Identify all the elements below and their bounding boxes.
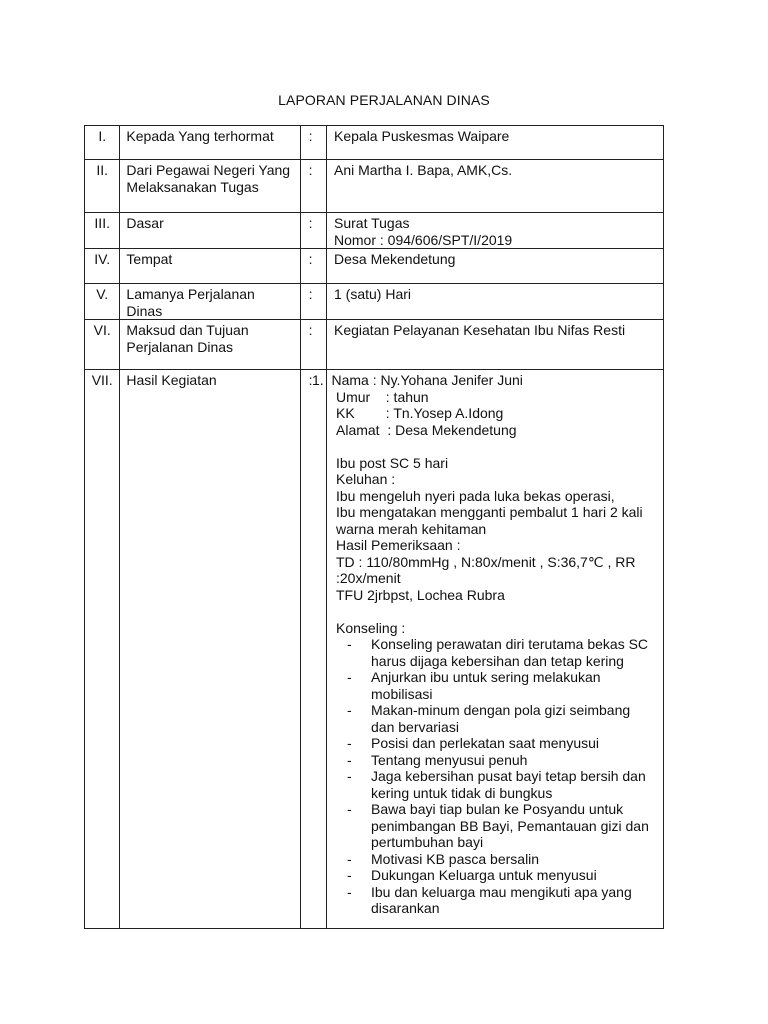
list-item: - Dukungan Keluarga untuk menyusui <box>347 867 597 883</box>
hasil-kegiatan <box>312 370 664 929</box>
counseling-label: Konseling : <box>336 619 406 636</box>
exam-line: TD : 110/80mmHg , N:80x/menit , S:36,7℃ , RR <box>336 553 636 570</box>
row-colon: : <box>300 370 326 929</box>
value-line: Desa Mekendetung <box>334 251 456 267</box>
row-colon: : <box>300 160 326 213</box>
patient-address: Alamat : Desa Mekendetung <box>336 421 517 438</box>
exam-line: TFU 2jrbpst, Lochea Rubra <box>336 586 505 603</box>
list-item: - Tentang menyusui penuh <box>347 751 528 768</box>
document-title: LAPORAN PERJALANAN DINAS <box>278 92 490 108</box>
table-row <box>85 249 664 284</box>
hasil-details <box>334 389 657 917</box>
row-colon: : <box>300 249 326 284</box>
row-label: Dasar <box>120 213 300 249</box>
patient-name: Nama : Ny.Yohana Jenifer Juni <box>331 372 523 388</box>
value-line: Kepala Puskesmas Waipare <box>334 128 510 144</box>
exam-label: Hasil Pemeriksaan : <box>336 537 461 553</box>
row-label: Kepada Yang terhormat <box>120 126 300 160</box>
list-item: - Makan-minum dengan pola gizi seimbang dan bervariasi <box>347 702 631 735</box>
exam-line: :20x/menit <box>336 570 401 586</box>
row-label: Maksud dan Tujuan Perjalanan Dinas <box>120 320 300 370</box>
row-value <box>327 160 664 213</box>
row-value <box>327 213 664 249</box>
row-colon: : <box>300 284 326 320</box>
list-item: - Jaga kebersihan pusat bayi tetap bersih dan kering untuk tidak di bungkus <box>347 768 646 801</box>
table-row <box>85 284 664 320</box>
row-number: II. <box>85 160 120 213</box>
row-number: VI. <box>85 320 120 370</box>
table-row <box>85 320 664 370</box>
row-value <box>327 249 664 284</box>
value-line: Surat Tugas <box>334 215 410 231</box>
list-item: - Ibu dan keluarga mau mengikuti apa yang disarankan <box>347 883 632 916</box>
item-number: 1. <box>312 372 324 388</box>
report-table <box>84 125 664 929</box>
list-item: - Bawa bayi tiap bulan ke Posyandu untuk penimbangan BB Bayi, Pemantauan gizi dan pertumbuhan bayi <box>347 801 649 850</box>
row-colon: : <box>300 320 326 370</box>
row-label: Lamanya Perjalanan Dinas <box>120 284 300 320</box>
patient-condition: Ibu post SC 5 hari <box>336 454 449 471</box>
table-row <box>85 213 664 249</box>
row-value <box>327 320 664 370</box>
complaint-line: warna merah kehitaman <box>336 520 487 537</box>
row-number: III. <box>85 213 120 249</box>
hasil-patient-block <box>312 372 635 389</box>
patient-kk: KK : Tn.Yosep A.Idong <box>336 405 504 421</box>
table-row <box>85 160 664 213</box>
row-number: V. <box>85 284 120 320</box>
row-number: VII. <box>85 370 120 929</box>
patient-age: Umur : tahun <box>336 388 429 405</box>
complaint-line: Ibu mengatakan mengganti pembalut 1 hari 2 kali <box>336 504 643 520</box>
row-label: Hasil Kegiatan <box>120 370 300 929</box>
complaint-line: Ibu mengeluh nyeri pada luka bekas operasi, <box>336 487 615 504</box>
value-line: Nomor : 094/606/SPT/I/2019 <box>334 231 513 248</box>
row-colon: : <box>300 126 326 160</box>
row-label: Tempat <box>120 249 300 284</box>
list-item: - Posisi dan perlekatan saat menyusui <box>347 735 600 751</box>
row-number: I. <box>85 126 120 160</box>
list-item: - Motivasi KB pasca bersalin <box>347 850 540 867</box>
value-line: Ani Martha I. Bapa, AMK,Cs. <box>334 162 513 178</box>
value-line: Kegiatan Pelayanan Kesehatan Ibu Nifas Resti <box>334 322 626 338</box>
counseling-list <box>336 636 657 917</box>
patient-name-line <box>312 372 635 389</box>
row-number: IV. <box>85 249 120 284</box>
list-item: - Konseling perawatan diri terutama bekas SC harus dijaga kebersihan dan tetap kering <box>347 636 649 669</box>
table-row <box>85 126 664 160</box>
row-value <box>327 126 664 160</box>
row-label: Dari Pegawai Negeri Yang Melaksanakan Tugas <box>120 160 300 213</box>
row-value <box>327 284 664 320</box>
row-colon: : <box>300 213 326 249</box>
value-line: 1 (satu) Hari <box>334 286 412 302</box>
complaint-label: Keluhan : <box>336 471 396 487</box>
table-row <box>85 370 664 929</box>
list-item: - Anjurkan ibu untuk sering melakukan mobilisasi <box>347 669 601 702</box>
